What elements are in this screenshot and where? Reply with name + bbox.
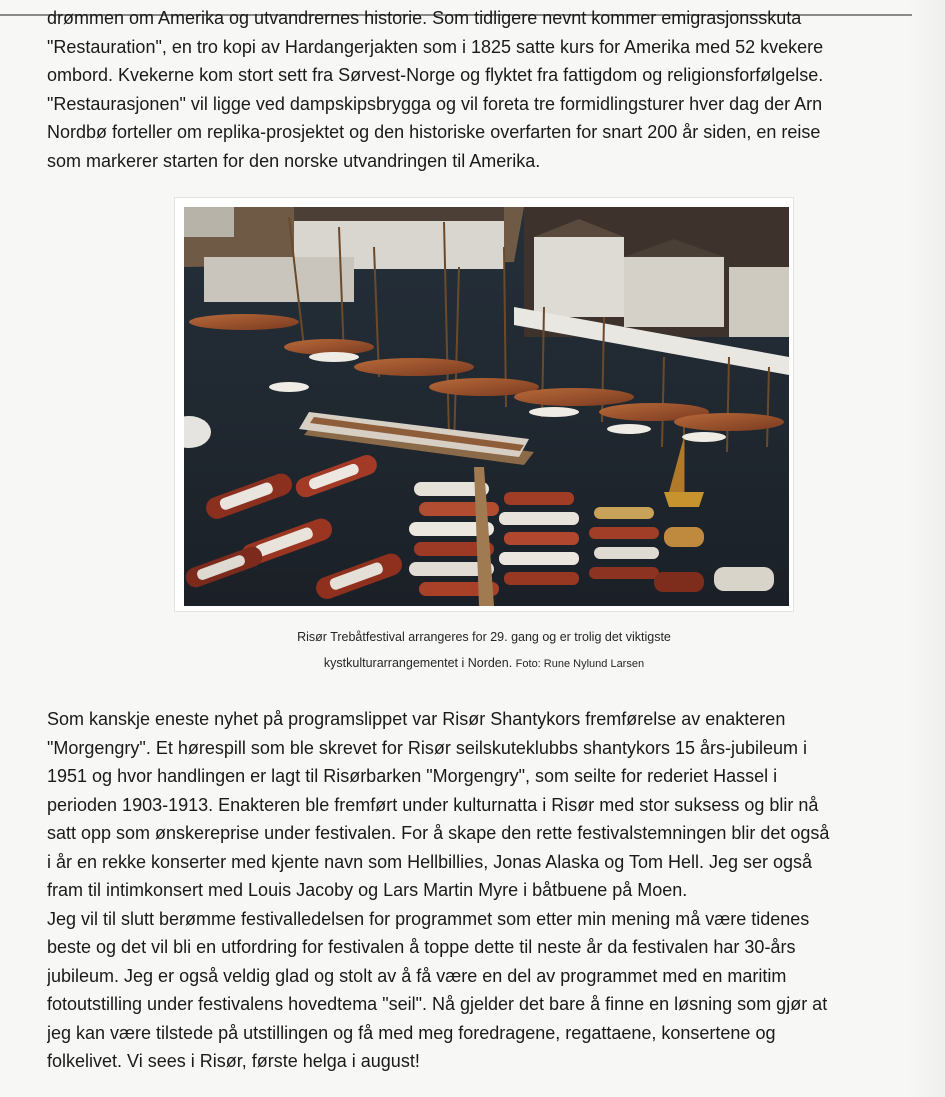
text-line: ombord. Kvekerne kom stort sett fra Sørvest-Norge og flyktet fra fattigdom og religionsforfølgelse. xyxy=(47,65,824,85)
text-line: jubileum. Jeg er også veldig glad og stolt av å få være en del av programmet med en maritim xyxy=(47,965,787,986)
scan-edge-shadow xyxy=(907,0,945,1097)
text-line: "Morgengry". Et hørespill som ble skrevet for Risør seilskuteklubbs shantykors 15 års-jubileum i xyxy=(47,737,808,758)
text-line: "Restaurasjonen" vil ligge ved dampskipsbrygga og vil foreta tre formidlingsturer hver dag der Arn xyxy=(47,93,823,114)
text-line: "Restauration", en tro kopi av Hardangerjakten som i 1825 satte kurs for Amerika med 52 kvekere xyxy=(47,36,824,57)
text-line: 1951 og hvor handlingen er lagt til Risørbarken "Morgengry", som seilte for rederiet Hassel i xyxy=(47,766,778,786)
text-line: folkelivet. Vi sees i Risør, første helga i august! xyxy=(47,1051,420,1071)
text-line: beste og det vil bli en utfordring for festivalen å toppe dette til neste år da festivalen har 30-års xyxy=(47,937,796,957)
article-paragraph-1 xyxy=(47,4,907,175)
photo-caption: Risør Trebåtfestival arrangeres for 29. gang og er trolig det viktigste xyxy=(297,630,671,644)
text-line: fotoutstilling under festivalens hovedtema "seil". Nå gjelder det bare å finne en løsning som gjør at xyxy=(47,994,828,1014)
photo-credit: Foto: Rune Nylund Larsen xyxy=(515,658,645,670)
harbor-festival-photo xyxy=(184,207,789,606)
text-line: i år en rekke konserter med kjente navn som Hellbillies, Jonas Alaska og Tom Hell. Jeg ser også xyxy=(47,851,813,872)
text-line: perioden 1903-1913. Enakteren ble fremført under kulturnatta i Risør med stor suksess og blir nå xyxy=(47,794,819,815)
text-line: Jeg vil til slutt berømme festivalledelsen for programmet som etter min mening må være tidenes xyxy=(47,908,810,929)
caption-text: kystkulturarrangementet i Norden. xyxy=(323,656,513,670)
text-line: Som kanskje eneste nyhet på programslippet var Risør Shantykors fremførelse av enakteren xyxy=(47,709,786,729)
text-line: satt opp som ønskereprise under festivalen. For å skape den rette festivalstemningen blir det også xyxy=(47,823,830,843)
text-line: fram til intimkonsert med Louis Jacoby og Lars Martin Myre i båtbuene på Moen. xyxy=(47,880,688,900)
photo-caption-line-2 xyxy=(175,656,793,670)
text-line: drømmen om Amerika og utvandrernes historie. Som tidligere nevnt kommer emigrasjonsskuta xyxy=(47,8,802,28)
text-line: jeg kan være tilstede på utstillingen og få med meg foredragene, regattaene, konsertene og xyxy=(47,1022,776,1043)
article-paragraph-2 xyxy=(47,705,907,1076)
text-line: Nordbø forteller om replika-prosjektet og den historiske overfarten for snart 200 år siden, en reise xyxy=(47,122,821,142)
text-line: som markerer starten for den norske utvandringen til Amerika. xyxy=(47,150,541,171)
